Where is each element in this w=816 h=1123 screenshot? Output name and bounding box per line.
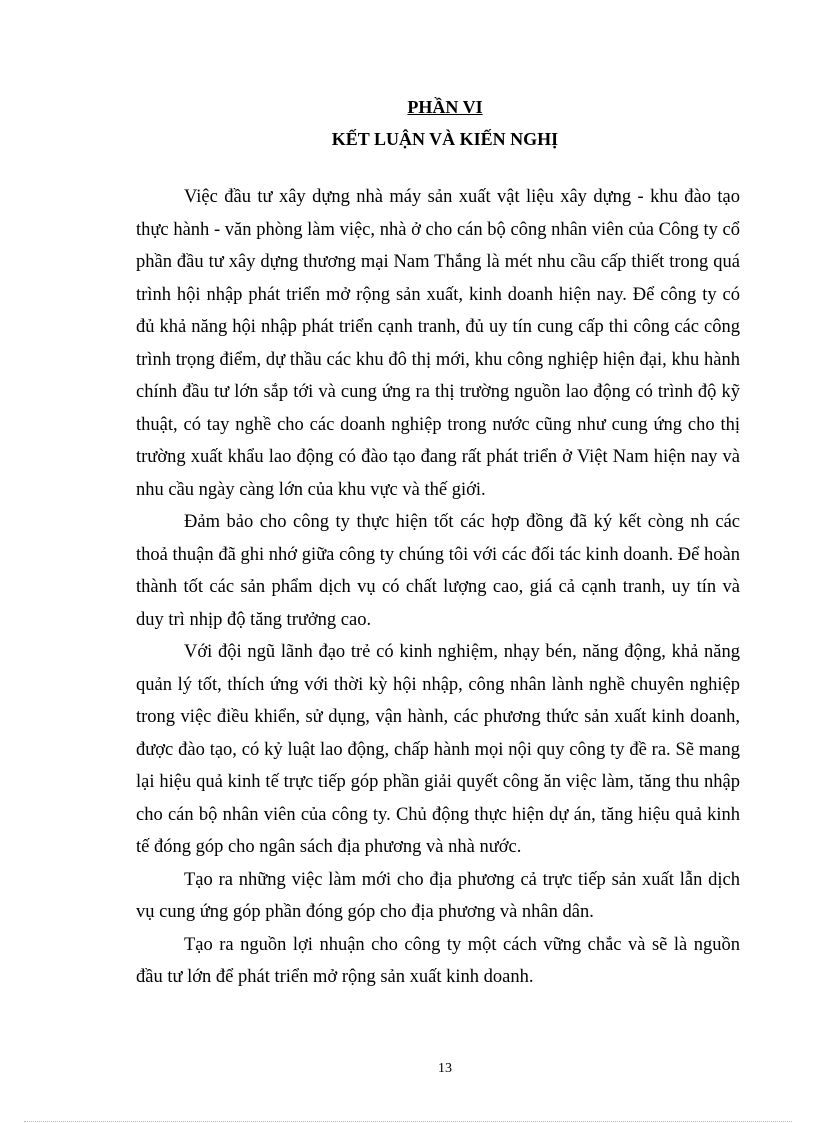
part-label: PHẦN VI (407, 97, 483, 117)
paragraph: Đảm bảo cho công ty thực hiện tốt các hợp đồng đã ký kết còng nh các thoả thuận đã ghi nhớ giữa công ty chúng tôi với các đối tác kinh doanh. Để hoàn thành tốt các sản phẩm dịch vụ có chất lượng cao, giá cả cạnh tranh, uy tín và duy trì nhịp độ tăng trưởng cao. (136, 512, 740, 630)
paragraph: Với đội ngũ lãnh đạo trẻ có kinh nghiệm, nhạy bén, năng động, khả năng quản lý tốt, thích ứng với thời kỳ hội nhập, công nhân lành nghề chuyên nghiệp trong việc điều khiển, sử dụng, vận hành, các phương thức sản xuất kinh doanh, được đào tạo, có kỷ luật lao động, chấp hành mọi nội quy công ty đề ra. Sẽ mang lại hiệu quả kinh tế trực tiếp góp phần giải quyết công ăn việc làm, tăng thu nhập cho cán bộ nhân viên của công ty. Chủ động thực hiện dự án, tăng hiệu quả kinh tế đóng góp cho ngân sách địa phương và nhà nước. (136, 642, 740, 857)
page-number: 13 (438, 1061, 452, 1076)
paragraph: Tạo ra nguồn lợi nhuận cho công ty một cách vững chắc và sẽ là nguồn đầu tư lớn để phát triển mở rộng sản xuất kinh doanh. (136, 934, 740, 987)
paragraph: Tạo ra những việc làm mới cho địa phương cả trực tiếp sản xuất lẫn dịch vụ cung ứng góp phần đóng góp cho địa phương và nhân dân. (136, 869, 740, 922)
body-text (136, 181, 740, 994)
section-title: KẾT LUẬN VÀ KIẾN NGHỊ (331, 129, 559, 149)
page-bottom-divider (24, 1121, 792, 1122)
paragraph: Việc đầu tư xây dựng nhà máy sản xuất vật liệu xây dựng - khu đào tạo thực hành - văn phòng làm việc, nhà ở cho cán bộ công nhân viên của Công ty cổ phần đầu tư xây dựng thương mại Nam Thắng là mét nhu cầu cấp thiết trong quá trình hội nhập phát triển mở rộng sản xuất, kinh doanh hiện nay. Để công ty có đủ khả năng hội nhập phát triển cạnh tranh, đủ uy tín cung cấp thi công các công trình trọng điểm, dự thầu các khu đô thị mới, khu công nghiệp hiện đại, khu hành chính đầu tư lớn sắp tới và cung ứng ra thị trường nguồn lao động có trình độ kỹ thuật, có tay nghề cho các doanh nghiệp trong nước cũng như cung ứng cho thị trường xuất khẩu lao động có đào tạo đang rất phát triển ở Việt Nam hiện nay và nhu cầu ngày càng lớn của khu vực và thế giới. (136, 187, 740, 500)
